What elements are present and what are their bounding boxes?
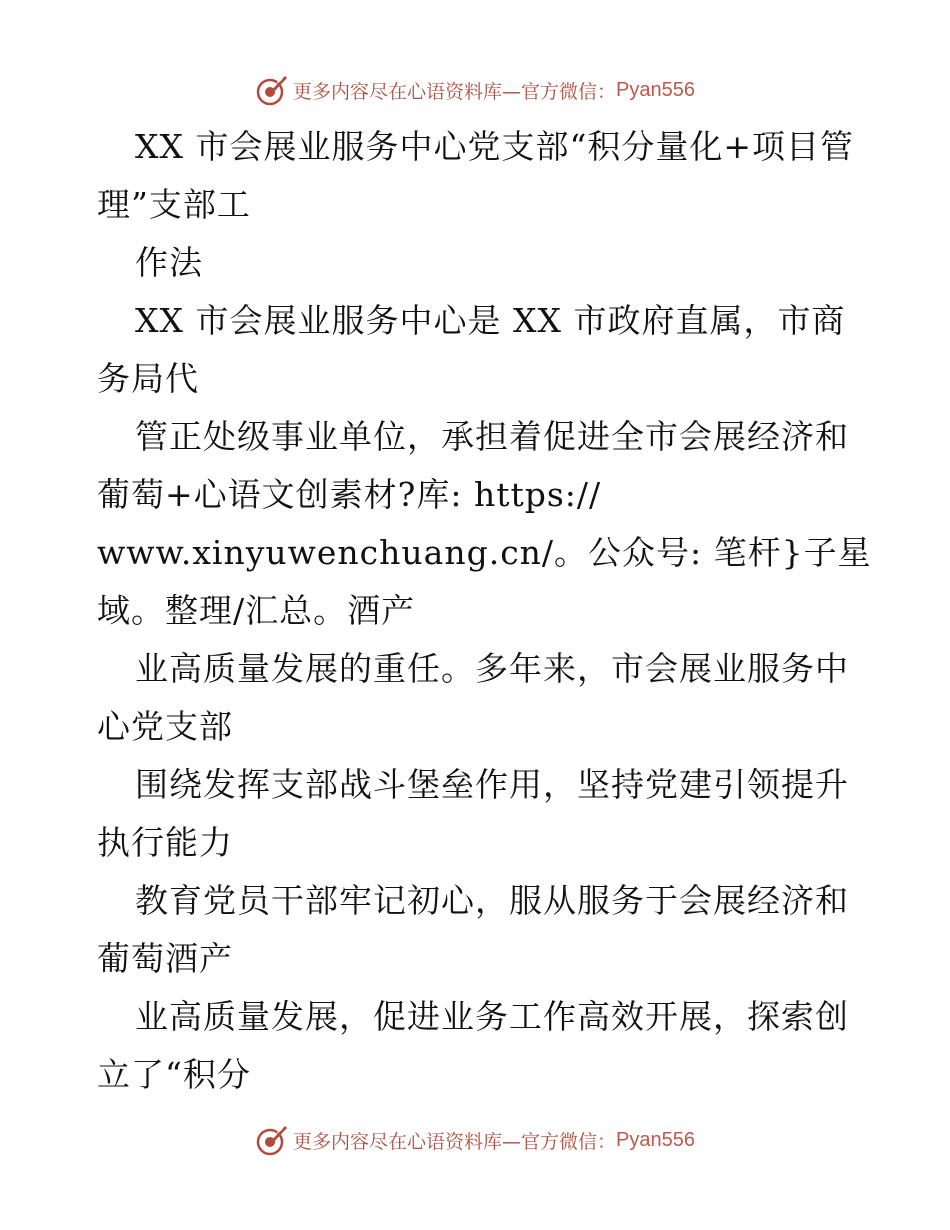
document-body [97,118,872,1104]
header-watermark-banner [0,70,950,110]
banner-text: 更多内容尽在心语资料库—官方微信： [293,80,617,103]
text-line: XX 市会展业服务中心是 XX 市政府直属，市商 [135,301,846,340]
text-line: www.xinyuwenchuang.cn/。公众号: 笔杆}子星 [97,533,872,572]
quill-pen-circle-icon [255,73,289,107]
title-line-2: 理”支部工 [97,185,251,224]
banner-wechat-id: Pyan556 [616,1128,695,1151]
banner-text: 更多内容尽在心语资料库—官方微信： [293,1130,617,1153]
text-line: 业高质量发展，促进业务工作高效开展，探索创 [135,997,849,1036]
footer-watermark-banner [0,1120,950,1160]
text-line: 心党支部 [97,707,233,746]
text-line: 围绕发挥支部战斗堡垒作用，坚持党建引领提升 [135,765,849,804]
text-line: 管正处级事业单位，承担着促进全市会展经济和 [135,417,849,456]
text-line: 域。整理/汇总。酒产 [97,591,416,630]
text-line: 葡萄+心语文创素材?库: https:// [97,475,602,514]
text-line: 务局代 [97,359,199,398]
text-line: 教育党员干部牢记初心，服从服务于会展经济和 [135,881,849,920]
banner-wechat-id: Pyan556 [616,78,695,101]
quill-pen-circle-icon [255,1123,289,1157]
title-line-1: XX 市会展业服务中心党支部“积分量化+项目管 [135,127,854,166]
text-line: 执行能力 [97,823,233,862]
text-line: 业高质量发展的重任。多年来，市会展业服务中 [135,649,849,688]
text-line: 葡萄酒产 [97,939,233,978]
text-line: 立了“积分 [97,1055,251,1094]
text-line: 作法 [135,243,203,282]
